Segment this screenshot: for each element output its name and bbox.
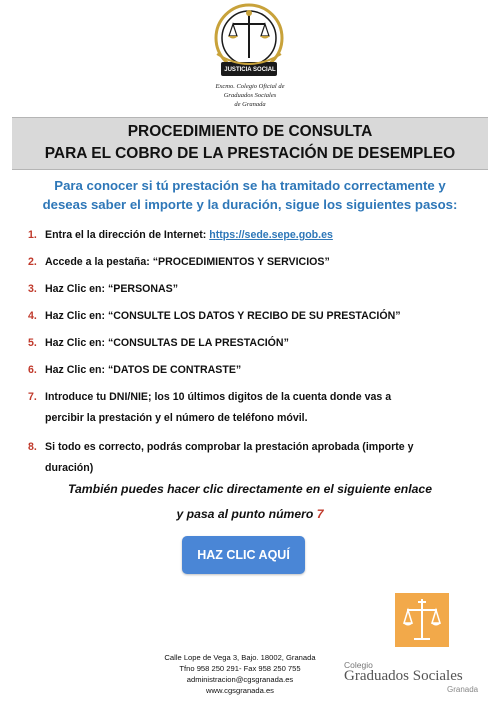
seal-ribbon-text: JUSTICIA SOCIAL [224, 67, 276, 73]
title-line-2: PARA EL COBRO DE LA PRESTACIÓN DE DESEMPLEO [44, 145, 456, 162]
click-here-button[interactable]: HAZ CLIC AQUÍ [182, 536, 305, 574]
step-7: 7. Introduce tu DNI/NIE; los 10 últimos digitos de la cuenta donde vas a percibir la prestación y el número de teléfono móvil. [28, 391, 392, 424]
scales-icon [395, 593, 449, 647]
step-3: 3. Haz Clic en: “PERSONAS” [28, 283, 179, 295]
email-link[interactable]: administracion@cgsgranada.es [186, 675, 294, 684]
direct-link-note: También puedes hacer clic directamente en el siguiente enlace y pasa al punto número 7 [68, 482, 432, 521]
step-4: 4. Haz Clic en: “CONSULTE LOS DATOS Y RECIBO DE SU PRESTACIÓN” [28, 310, 401, 322]
step-5: 5. Haz Clic en: “CONSULTAS DE LA PRESTACIÓN” [28, 337, 289, 349]
intro-text: Para conocer si tú prestación se ha tramitado correctamente y deseas saber el importe y la duración, sigue los siguientes pasos: [42, 178, 458, 212]
step-6: 6. Haz Clic en: “DATOS DE CONTRASTE” [28, 364, 242, 376]
step-8: 8. Si todo es correcto, podrás comprobar la prestación aprobada (importe y duración) [28, 441, 414, 474]
sepe-link[interactable]: https://sede.sepe.gob.es [209, 229, 333, 241]
logo-text-granada: Granada [447, 685, 479, 694]
title-line-1: PROCEDIMIENTO DE CONSULTA [127, 123, 373, 140]
website-link[interactable]: www.cgsgranada.es [206, 686, 274, 695]
institution-name: Excmo. Colegio Oficial de Graduados Sociales de Granada [215, 83, 285, 108]
contact-address: Calle Lope de Vega 3, Bajo. 18002, Granada Tfno 958 250 291- Fax 958 250 755 administracion@cgsgranada.es www.cgsgranada.es [150, 652, 330, 696]
step-2: 2. Accede a la pestaña: “PROCEDIMIENTOS Y SERVICIOS” [28, 256, 330, 268]
step-number: 7 [316, 507, 324, 521]
logo-text-colegio: Colegio [344, 660, 373, 670]
page-title [12, 117, 488, 170]
logo-text-graduados: Graduados Sociales [344, 668, 463, 684]
step-1: 1. Entra el la dirección de Internet: https://sede.sepe.gob.es [28, 229, 333, 241]
